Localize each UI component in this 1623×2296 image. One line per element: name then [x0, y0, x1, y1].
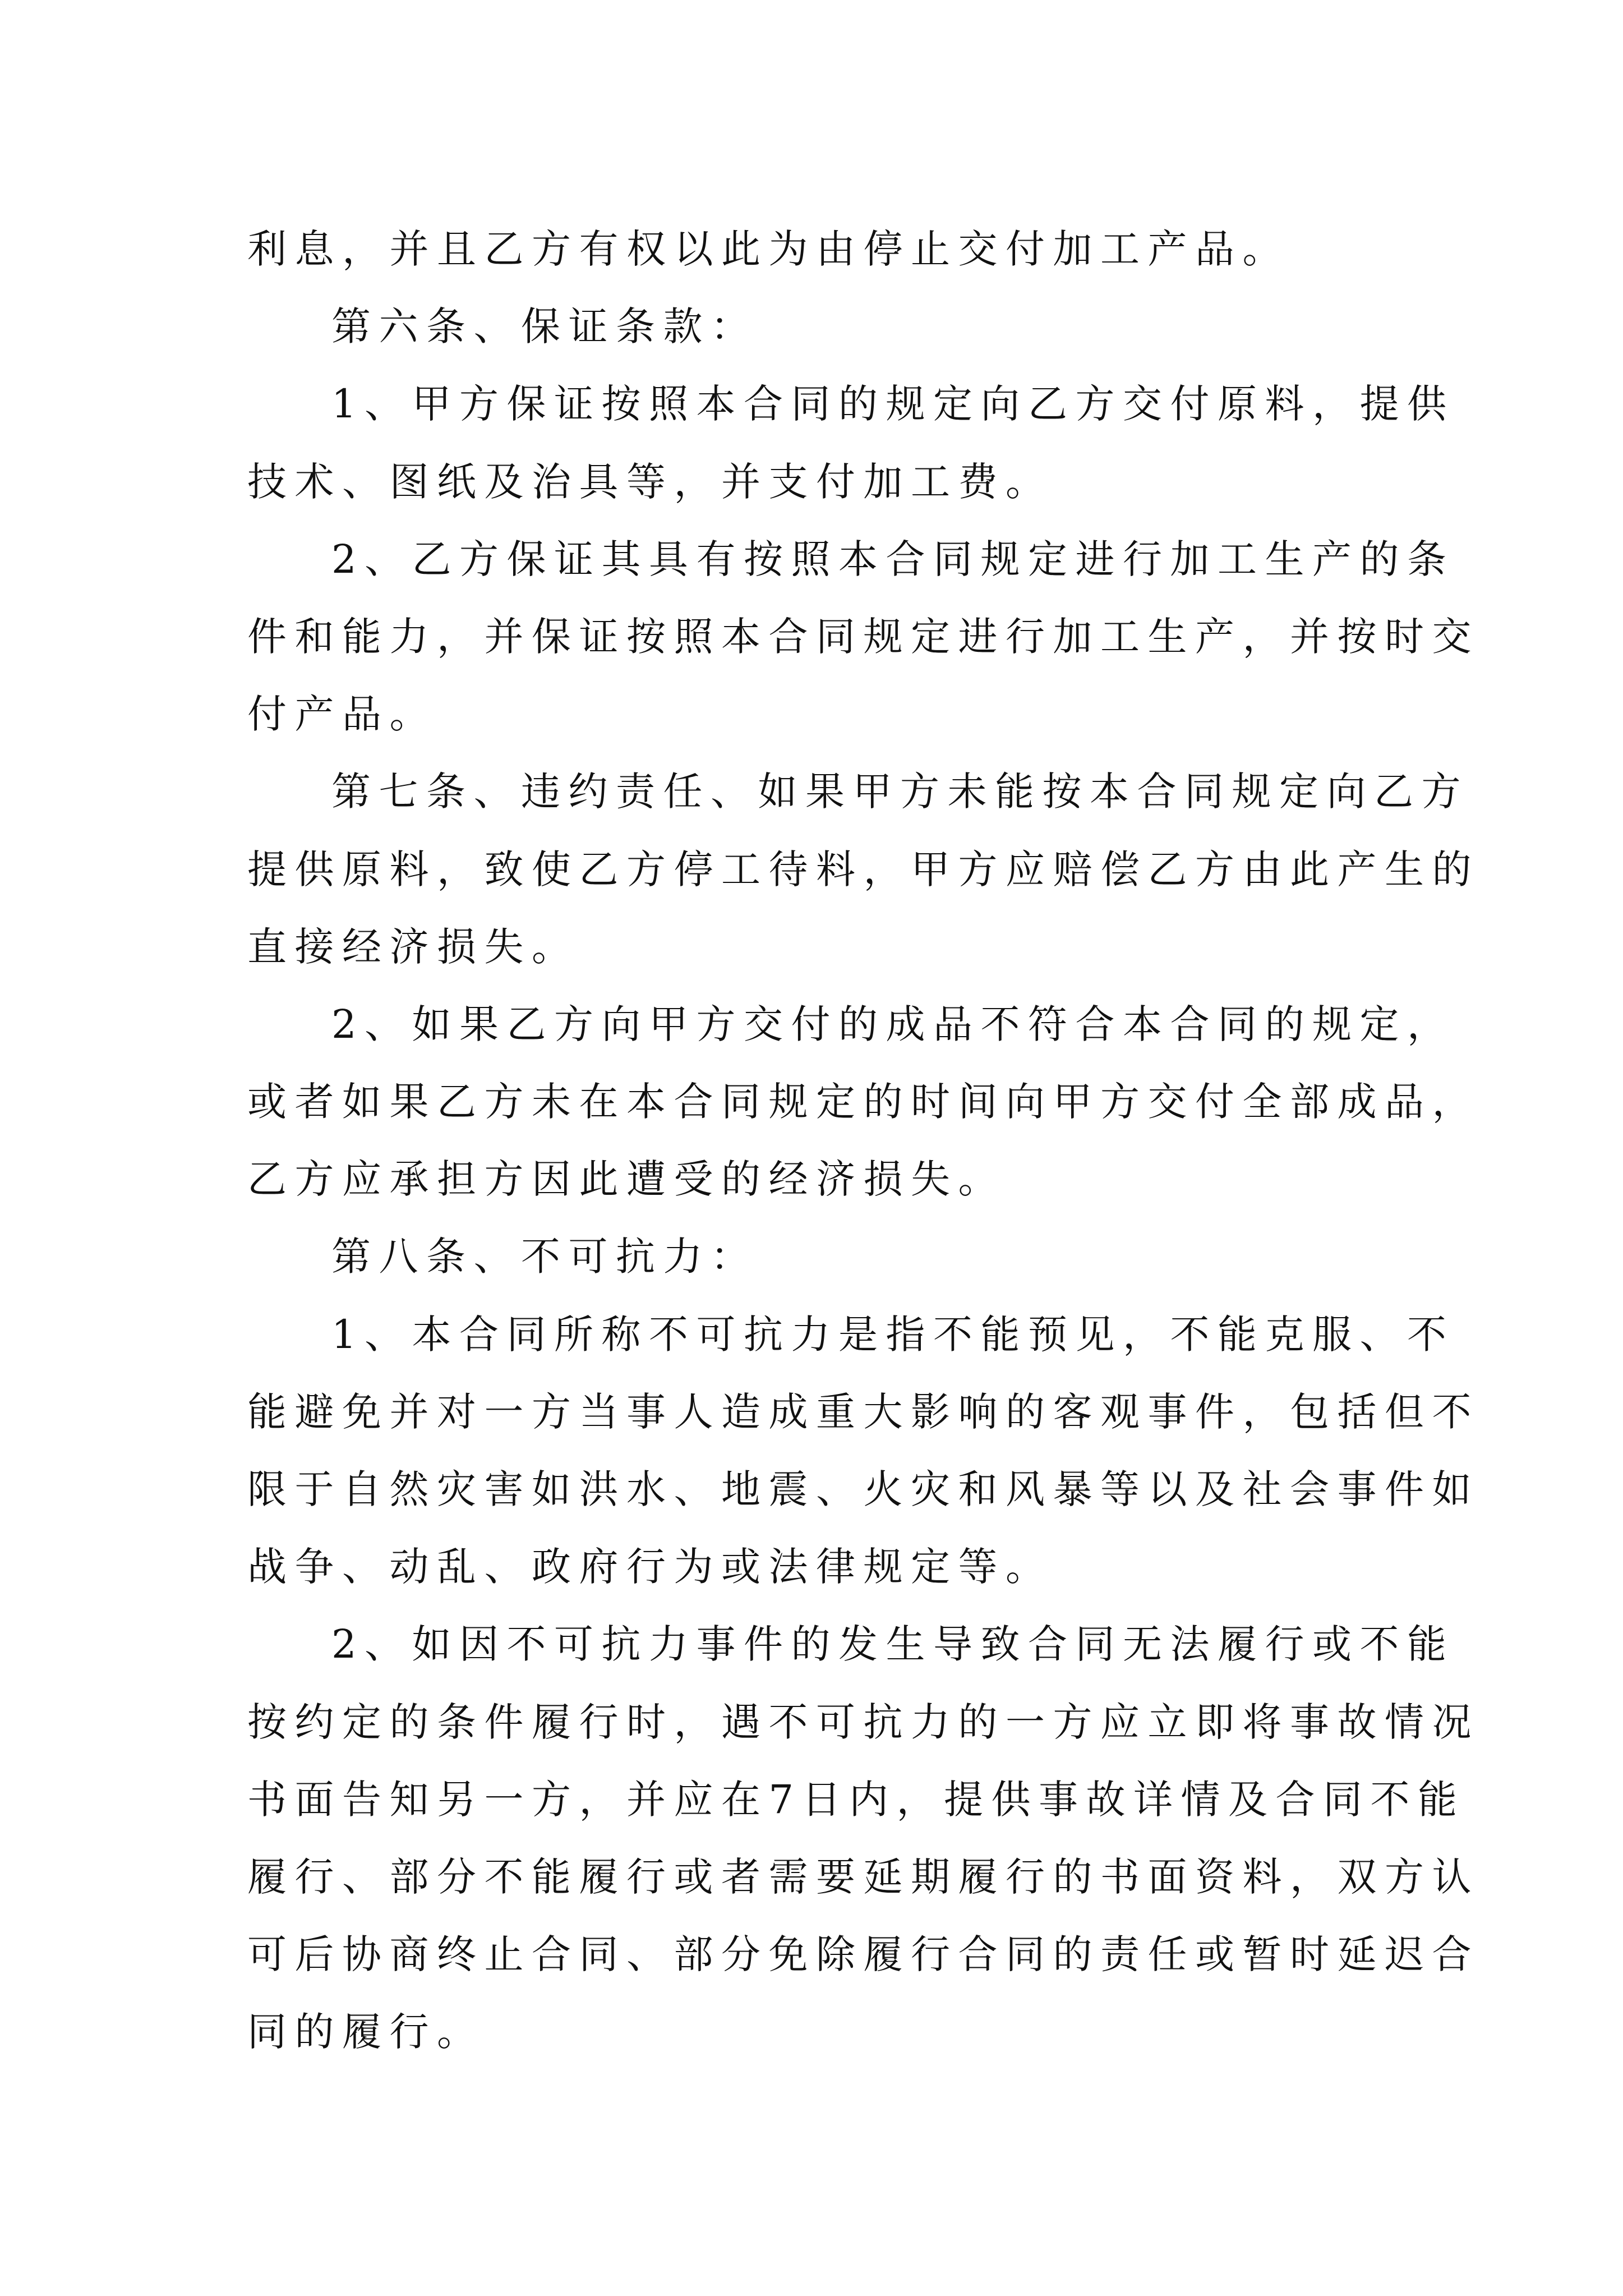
- text-line: 提供原料，致使乙方停工待料，甲方应赔偿乙方由此产生的: [247, 846, 1479, 892]
- text-line: 付产品。: [247, 691, 437, 738]
- text-line: 2、乙方保证其具有按照本合同规定进行加工生产的条: [331, 536, 1455, 582]
- document-body: [247, 210, 1479, 2071]
- text-line: 或者如果乙方未在本合同规定的时间向甲方交付全部成品，: [247, 1079, 1479, 1125]
- section-heading-article-8: 第八条、不可抗力：: [331, 1234, 758, 1280]
- text-line: 件和能力，并保证按照本合同规定进行加工生产，并按时交: [247, 613, 1479, 660]
- text-line: 限于自然灾害如洪水、地震、火灾和风暴等以及社会事件如: [247, 1466, 1479, 1512]
- text-line: 同的履行。: [247, 2009, 485, 2055]
- text-line: 乙方应承担方因此遭受的经济损失。: [247, 1156, 1006, 1203]
- section-heading-article-7: 第七条、违约责任、如果甲方未能按本合同规定向乙方: [331, 769, 1469, 815]
- text-line: 技术、图纸及治具等，并支付加工费。: [247, 458, 1053, 505]
- text-line: 能避免并对一方当事人造成重大影响的客观事件，包括但不: [247, 1388, 1479, 1435]
- text-line: 履行、部分不能履行或者需要延期履行的书面资料，双方认: [247, 1853, 1479, 1900]
- text-line: 利息，并且乙方有权以此为由停止交付加工产品。: [247, 226, 1290, 272]
- text-line: 1、甲方保证按照本合同的规定向乙方交付原料，提供: [331, 381, 1455, 427]
- section-heading-article-6: 第六条、保证条款：: [331, 303, 758, 350]
- text-line: 2、如果乙方向甲方交付的成品不符合本合同的规定，: [331, 1001, 1455, 1047]
- text-line: 直接经济损失。: [247, 923, 579, 970]
- text-line: 书面告知另一方，并应在7日内，提供事故详情及合同不能: [247, 1776, 1465, 1823]
- text-line: 2、如因不可抗力事件的发生导致合同无法履行或不能: [331, 1621, 1455, 1668]
- text-line: 可后协商终止合同、部分免除履行合同的责任或暂时延迟合: [247, 1931, 1479, 1978]
- text-line: 战争、动乱、政府行为或法律规定等。: [247, 1544, 1053, 1590]
- text-line: 按约定的条件履行时，遇不可抗力的一方应立即将事故情况: [247, 1699, 1479, 1745]
- text-line: 1、本合同所称不可抗力是指不能预见，不能克服、不: [331, 1311, 1455, 1358]
